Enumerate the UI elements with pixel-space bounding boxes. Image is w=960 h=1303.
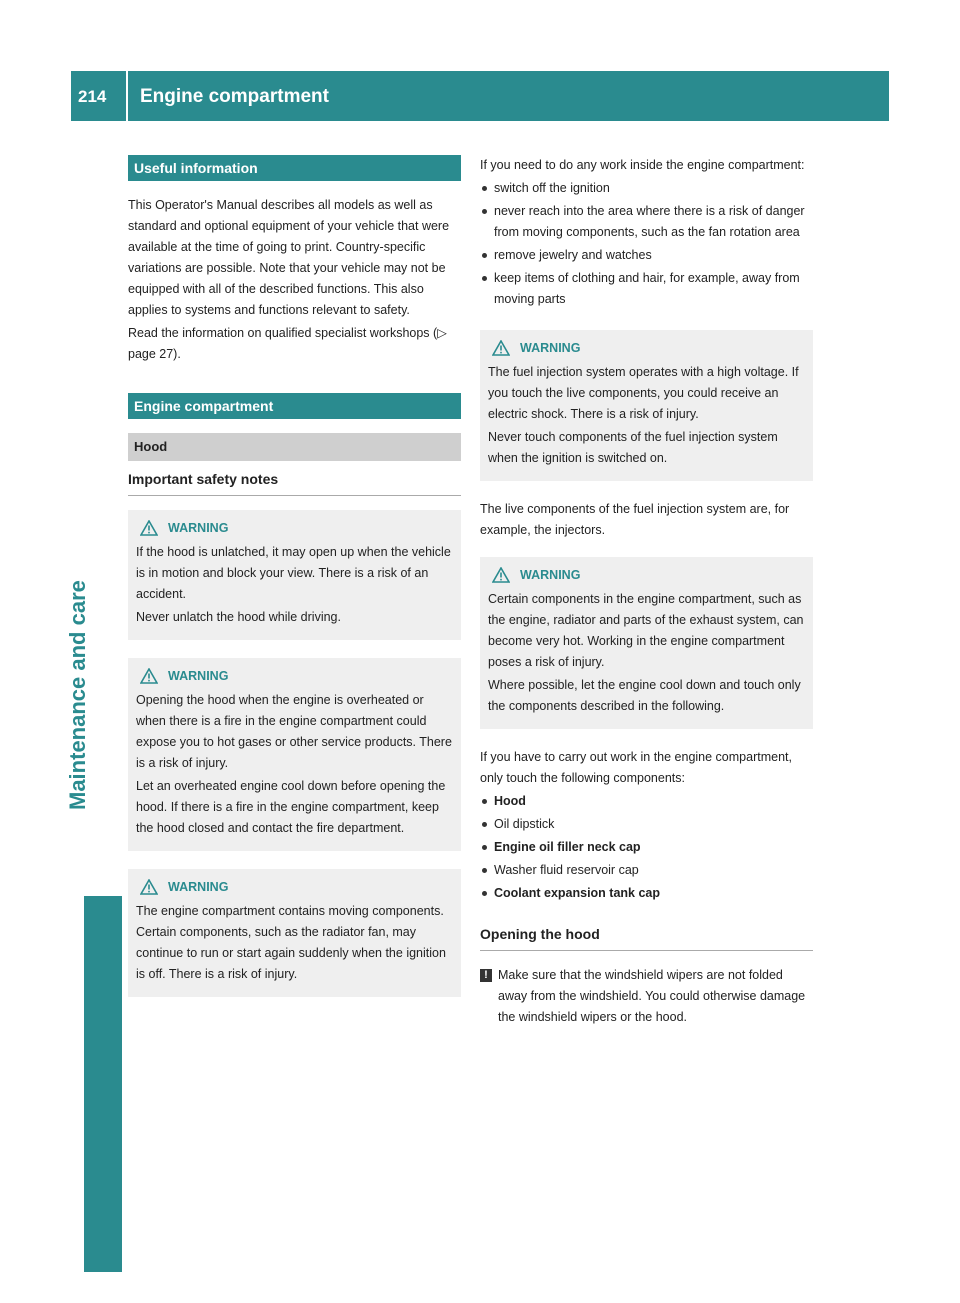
page-number: 214 <box>78 87 107 106</box>
left-column <box>128 155 461 1015</box>
list-item: never reach into the area where there is a risk of danger from moving components, such as the fan rotation area <box>480 201 813 243</box>
list-item: Washer fluid reservoir cap <box>480 860 813 881</box>
warning-triangle-icon <box>140 520 158 536</box>
live-components-text: The live components of the fuel injection system are, for example, the injectors. <box>480 502 790 537</box>
warning-triangle-icon <box>492 567 510 583</box>
warning-box <box>128 869 461 997</box>
warning-title <box>136 877 453 897</box>
warning-label: WARNING <box>520 568 581 582</box>
side-tab-block <box>84 896 122 1272</box>
engine-compartment-heading: Engine compartment <box>128 393 461 419</box>
list-item: keep items of clothing and hair, for example, away from moving parts <box>480 268 813 310</box>
warning-text: The fuel injection system operates with a high voltage. If you touch the live components, you could receive an electric shock. There is a risk of injury. <box>488 365 799 421</box>
right-column <box>480 155 813 1028</box>
touchable-components-list <box>480 791 813 904</box>
header-divider <box>126 71 128 121</box>
hood-heading: Hood <box>128 433 461 461</box>
list-item: Coolant expansion tank cap <box>480 883 813 904</box>
warning-box <box>480 557 813 729</box>
list-item: switch off the ignition <box>480 178 813 199</box>
useful-info-heading: Useful information <box>128 155 461 181</box>
useful-info-reference: Read the information on qualified specialist workshops (▷ page 27). <box>128 326 447 361</box>
warning-label: WARNING <box>168 880 229 894</box>
warning-text: If the hood is unlatched, it may open up when the vehicle is in motion and block your view. There is a risk of an accident. <box>136 545 451 601</box>
warning-instruction: Where possible, let the engine cool down and touch only the components described in the following. <box>488 678 801 713</box>
warning-triangle-icon <box>140 668 158 684</box>
warning-title <box>488 565 805 585</box>
work-precautions-list <box>480 178 813 310</box>
warning-triangle-icon <box>492 340 510 356</box>
safety-notes-heading: Important safety notes <box>128 469 461 496</box>
warning-label: WARNING <box>168 521 229 535</box>
warning-text: Opening the hood when the engine is overheated or when there is a fire in the engine compartment could expose you to hot gases or other service products. There is a risk of injury. <box>136 693 452 770</box>
warning-box <box>128 658 461 851</box>
side-tab-label: Maintenance and care <box>65 580 90 810</box>
note <box>480 965 813 1028</box>
work-intro: If you need to do any work inside the engine compartment: <box>480 158 805 172</box>
warning-box <box>128 510 461 640</box>
opening-hood-heading: Opening the hood <box>480 924 813 951</box>
warning-instruction: Never touch components of the fuel injection system when the ignition is switched on. <box>488 430 778 465</box>
exclamation-icon: ! <box>480 969 492 982</box>
warning-title <box>136 666 453 686</box>
warning-label: WARNING <box>520 341 581 355</box>
warning-title <box>488 338 805 358</box>
warning-instruction: Let an overheated engine cool down before opening the hood. If there is a fire in the engine compartment, keep the hood closed and contact the fire department. <box>136 779 446 835</box>
page-title: Engine compartment <box>140 86 329 107</box>
warning-text: Certain components in the engine compartment, such as the engine, radiator and parts of the exhaust system, can become very hot. Working in the engine compartment poses a risk of injury. <box>488 592 804 669</box>
useful-info-paragraph: This Operator's Manual describes all models as well as standard and optional equipment of your vehicle that were available at the time of going to print. Country-specific variations are possible. Note that your vehicle may not be equipped with all of the described functions. This also applies to systems and functions relevant to safety. <box>128 198 450 317</box>
warning-label: WARNING <box>168 669 229 683</box>
components-intro: If you have to carry out work in the engine compartment, only touch the following components: <box>480 750 792 785</box>
note-text: Make sure that the windshield wipers are not folded away from the windshield. You could otherwise damage the windshield wipers or the hood. <box>498 968 806 1024</box>
warning-triangle-icon <box>140 879 158 895</box>
list-item: Engine oil filler neck cap <box>480 837 813 858</box>
warning-title <box>136 518 453 538</box>
warning-instruction: Never unlatch the hood while driving. <box>136 610 341 624</box>
warning-box <box>480 330 813 481</box>
list-item: Hood <box>480 791 813 812</box>
list-item: remove jewelry and watches <box>480 245 813 266</box>
list-item: Oil dipstick <box>480 814 813 835</box>
warning-text: The engine compartment contains moving components. Certain components, such as the radiator fan, may continue to run or start again suddenly when the ignition is off. There is a risk of injury. <box>136 904 446 981</box>
